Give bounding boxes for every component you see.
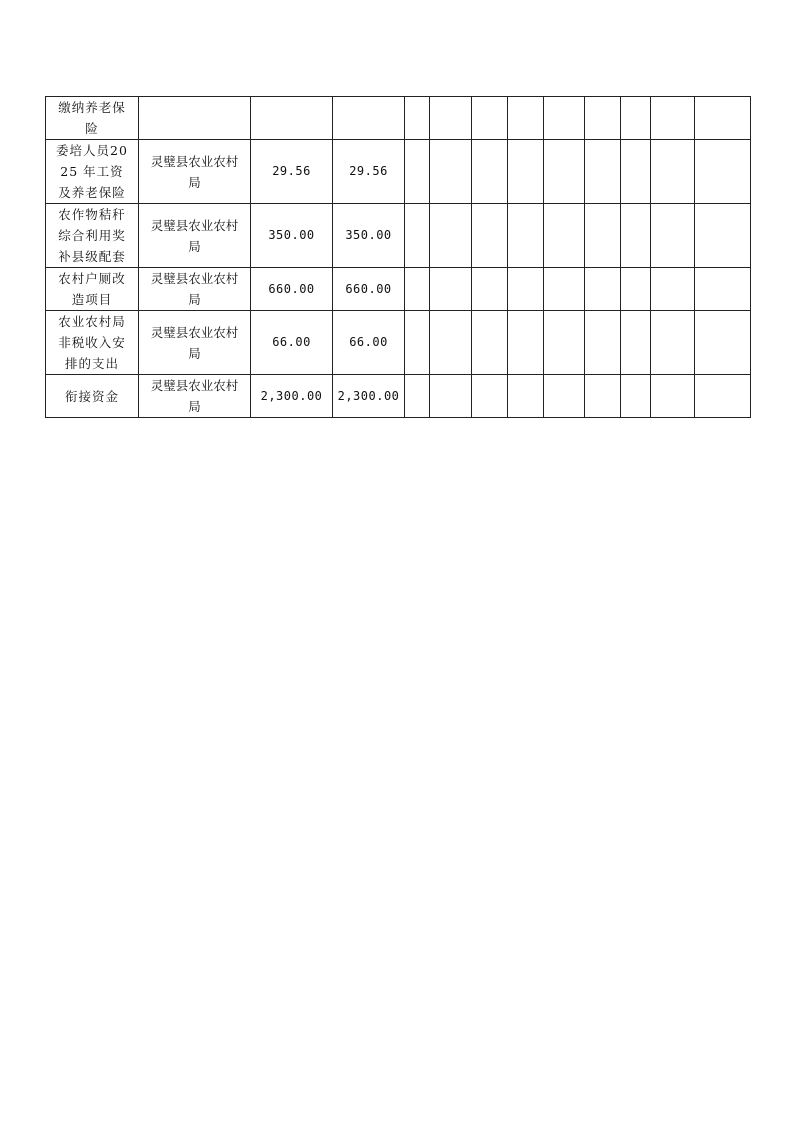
empty-cell [508,268,544,311]
empty-cell [585,140,621,204]
empty-cell [472,375,508,418]
empty-cell [508,311,544,375]
empty-cell [621,204,651,268]
table-row [46,311,751,375]
empty-cell [621,375,651,418]
amount-cell: 660.00 [251,268,333,311]
empty-cell [695,311,751,375]
department-cell: 灵璧县农业农村局 [139,375,251,418]
amount-cell: 66.00 [333,311,405,375]
department-cell: 灵璧县农业农村局 [139,268,251,311]
empty-cell [544,375,585,418]
amount-cell: 350.00 [251,204,333,268]
empty-cell [508,375,544,418]
empty-cell [651,204,695,268]
empty-cell [621,311,651,375]
department-cell: 灵璧县农业农村局 [139,140,251,204]
empty-cell [651,97,695,140]
amount-cell: 350.00 [333,204,405,268]
empty-cell [405,97,430,140]
empty-cell [651,311,695,375]
amount-cell: 29.56 [251,140,333,204]
empty-cell [621,268,651,311]
amount-cell [333,97,405,140]
empty-cell [695,204,751,268]
department-cell [139,97,251,140]
empty-cell [651,268,695,311]
amount-cell [251,97,333,140]
table-row [46,204,751,268]
empty-cell [472,268,508,311]
empty-cell [585,311,621,375]
empty-cell [472,140,508,204]
empty-cell [405,268,430,311]
empty-cell [472,311,508,375]
empty-cell [544,268,585,311]
empty-cell [430,311,472,375]
budget-table [45,96,751,418]
project-name-cell: 衔接资金 [46,375,139,418]
empty-cell [430,375,472,418]
empty-cell [405,311,430,375]
empty-cell [544,97,585,140]
empty-cell [585,204,621,268]
table-row [46,268,751,311]
project-name-cell: 农村户厕改造项目 [46,268,139,311]
empty-cell [585,97,621,140]
empty-cell [508,97,544,140]
empty-cell [651,140,695,204]
empty-cell [585,268,621,311]
empty-cell [405,375,430,418]
empty-cell [544,204,585,268]
amount-cell: 2,300.00 [333,375,405,418]
table-row [46,97,751,140]
empty-cell [695,268,751,311]
department-cell: 灵璧县农业农村局 [139,311,251,375]
empty-cell [430,268,472,311]
empty-cell [695,140,751,204]
table-row [46,375,751,418]
project-name-cell: 委培人员2025 年工资及养老保险 [46,140,139,204]
empty-cell [405,204,430,268]
empty-cell [585,375,621,418]
empty-cell [472,204,508,268]
project-name-cell: 缴纳养老保险 [46,97,139,140]
table-row [46,140,751,204]
amount-cell: 29.56 [333,140,405,204]
empty-cell [544,311,585,375]
project-name-cell: 农业农村局非税收入安排的支出 [46,311,139,375]
empty-cell [544,140,585,204]
empty-cell [621,140,651,204]
empty-cell [472,97,508,140]
empty-cell [695,97,751,140]
project-name-cell: 农作物秸秆综合利用奖补县级配套 [46,204,139,268]
empty-cell [430,140,472,204]
amount-cell: 660.00 [333,268,405,311]
amount-cell: 2,300.00 [251,375,333,418]
empty-cell [405,140,430,204]
empty-cell [508,204,544,268]
empty-cell [695,375,751,418]
empty-cell [430,97,472,140]
empty-cell [430,204,472,268]
department-cell: 灵璧县农业农村局 [139,204,251,268]
empty-cell [508,140,544,204]
amount-cell: 66.00 [251,311,333,375]
empty-cell [621,97,651,140]
empty-cell [651,375,695,418]
